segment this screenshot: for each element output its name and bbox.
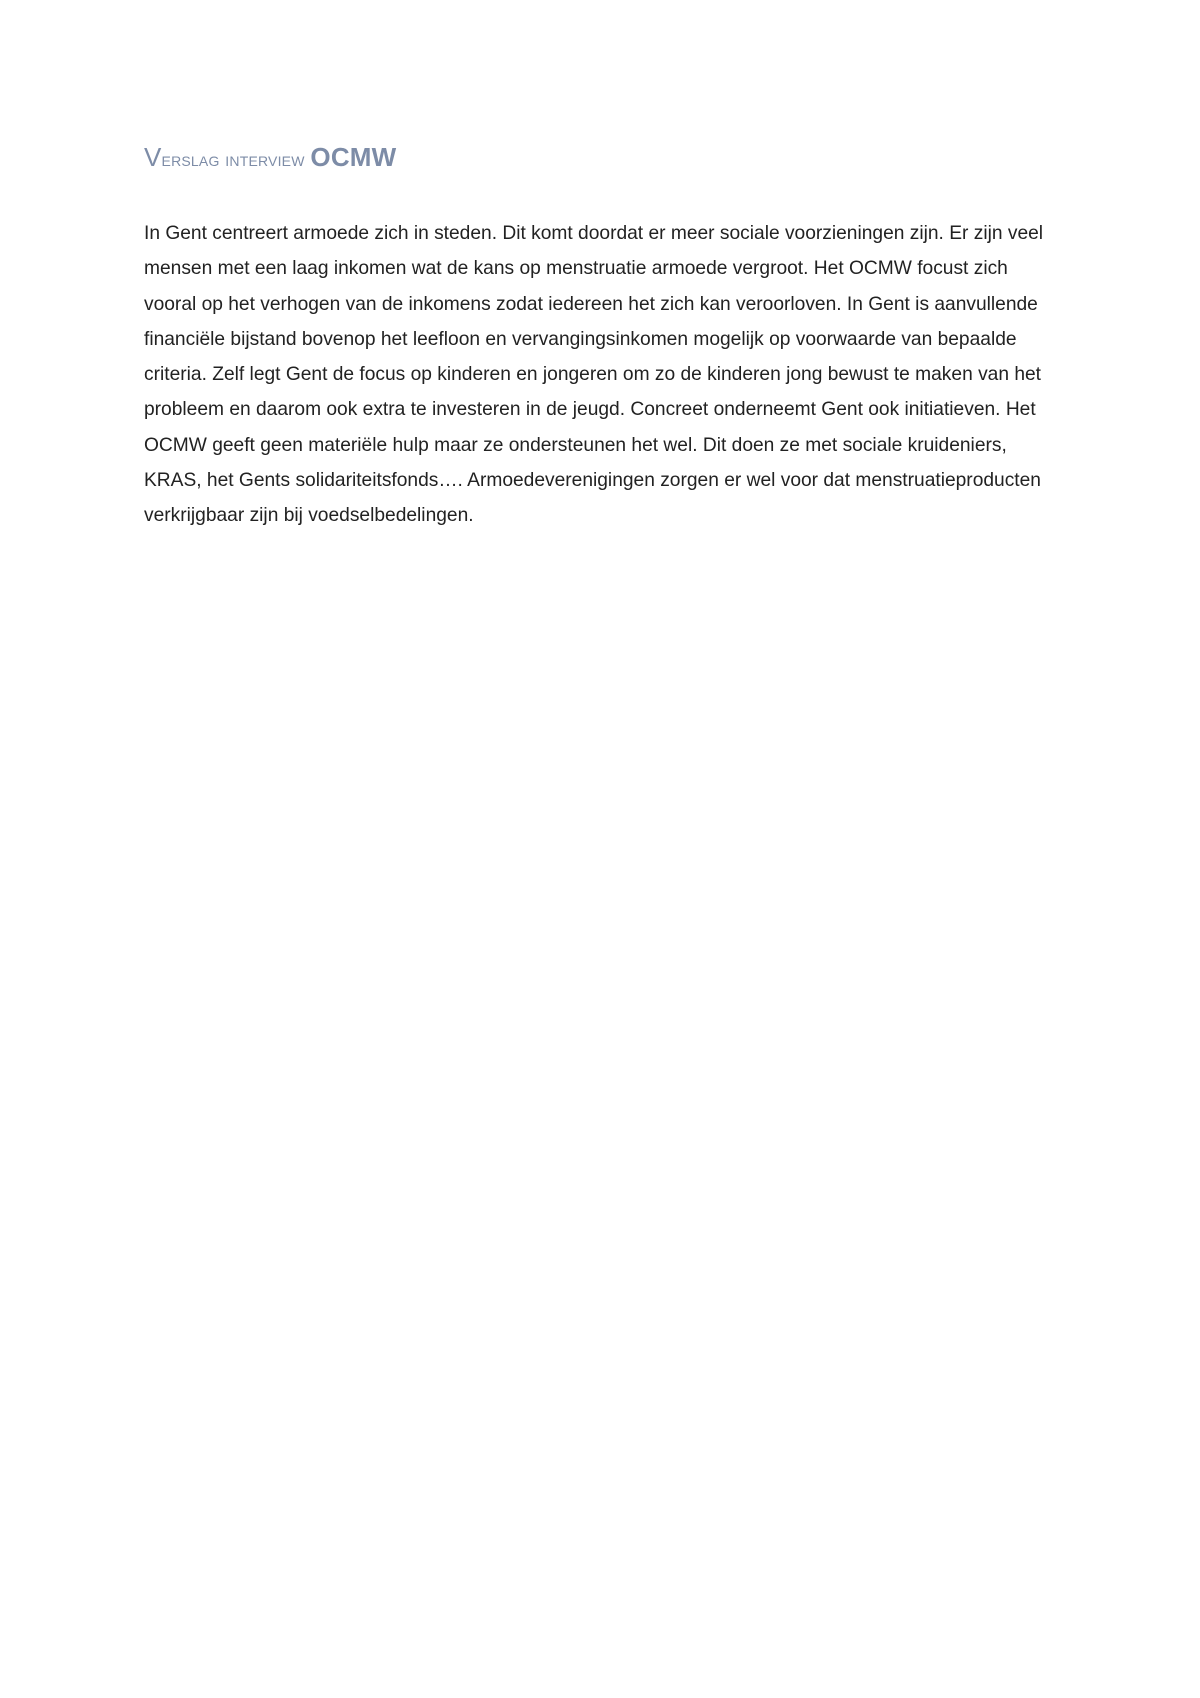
title-emphasis: OCMW xyxy=(310,142,397,172)
document-title xyxy=(144,142,396,173)
body-paragraph: In Gent centreert armoede zich in steden. Dit komt doordat er meer sociale voorzieningen zijn. Er zijn veel mensen met een laag inkomen wat de kans op menstruatie armoede vergroot. Het OCMW focust zich vooral op het verhogen van de inkomens zodat iedereen het zich kan veroorloven. In Gent is aanvullende financiële bijstand bovenop het leefloon en vervangingsinkomen mogelijk op voorwaarde van bepaalde criteria. Zelf legt Gent de focus op kinderen en jongeren om zo de kinderen jong bewust te maken van het probleem en daarom ook extra te investeren in de jeugd. Concreet onderneemt Gent ook initiatieven. Het OCMW geeft geen materiële hulp maar ze ondersteunen het wel. Dit doen ze met sociale kruideniers, KRAS, het Gents solidariteitsfonds…. Armoedeverenigingen zorgen er wel voor dat menstruatieproducten verkrijgbaar zijn bij voedselbedelingen. xyxy=(144,223,1044,527)
title-rest: erslag interview xyxy=(161,149,311,171)
title-first-letter: V xyxy=(144,142,162,172)
